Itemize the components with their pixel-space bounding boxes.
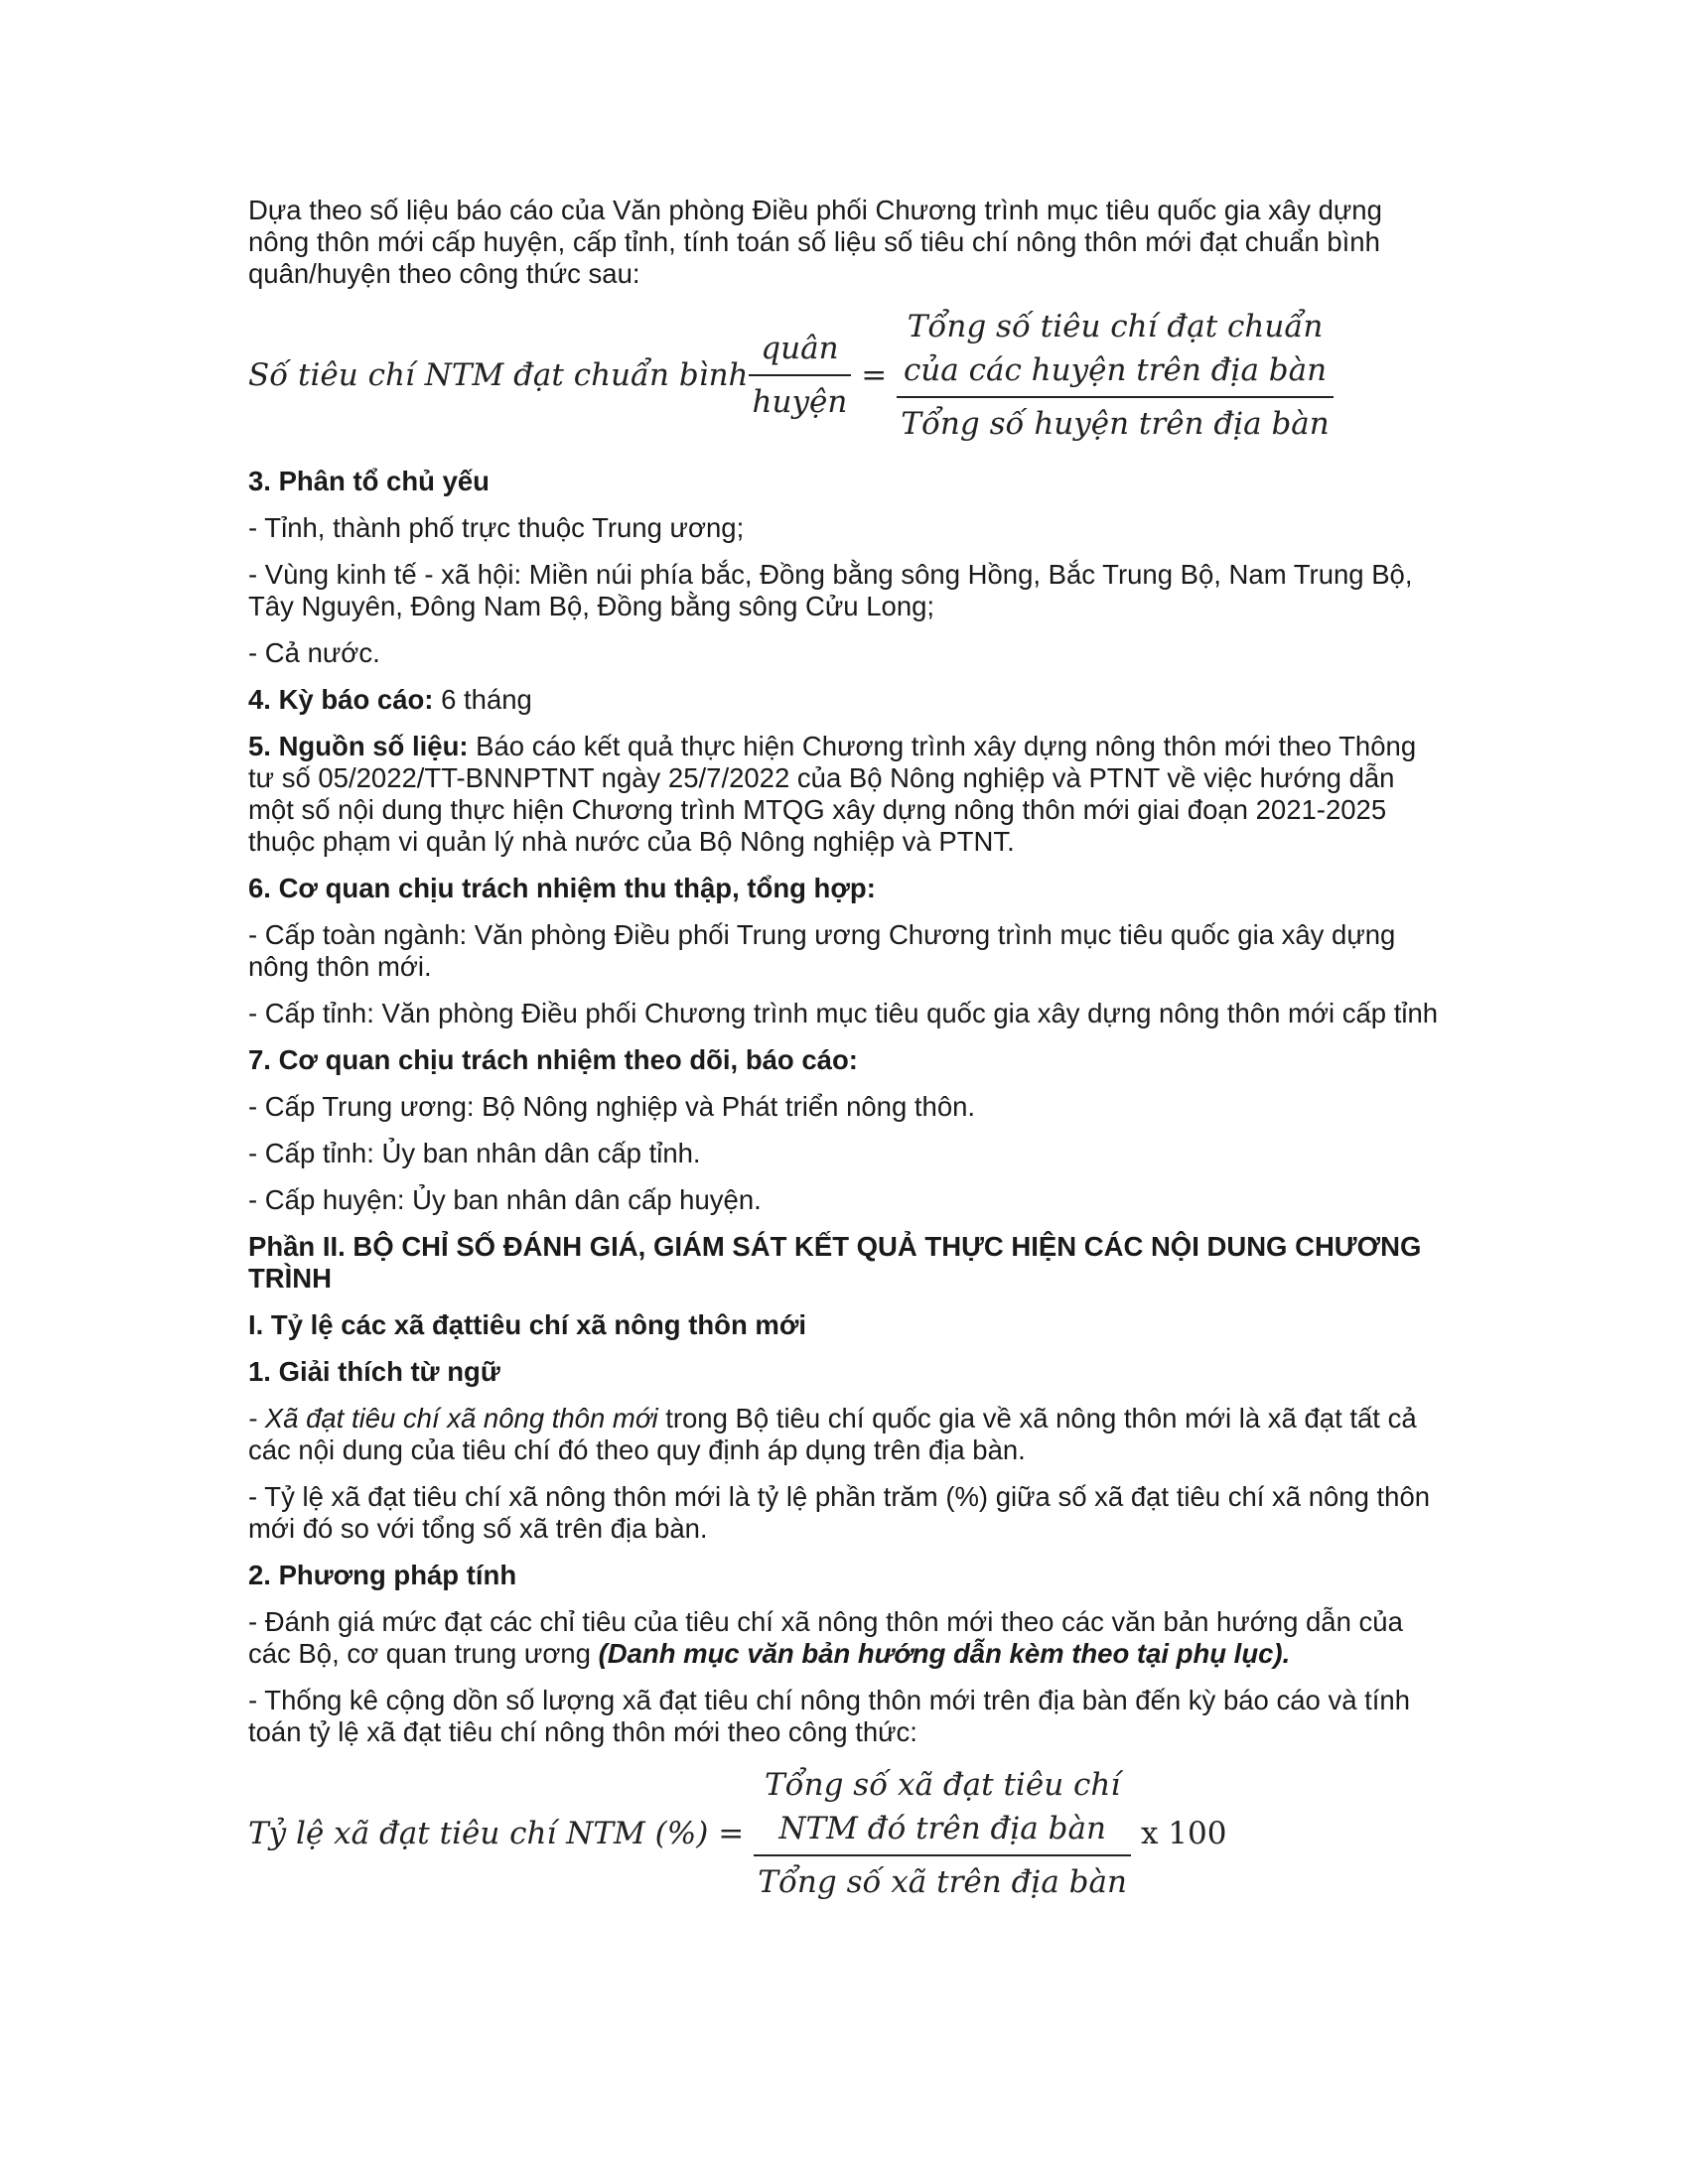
formula2-fraction: [754, 1763, 1131, 1904]
section-3-heading: 3. Phân tổ chủ yếu: [248, 466, 490, 496]
section-6-item: - Cấp toàn ngành: Văn phòng Điều phối Trung ương Chương trình mục tiêu quốc gia xây dựng nông thôn mới.: [248, 919, 1396, 982]
method-1-bold: (Danh mục văn bản hướng dẫn kèm theo tại phụ lục).: [598, 1638, 1291, 1669]
section-6-heading: 6. Cơ quan chịu trách nhiệm thu thập, tổng hợp:: [248, 873, 876, 903]
formula1-num-line1: Tổng số tiêu chí đạt chuẩn: [907, 309, 1324, 344]
section-4-text: 6 tháng: [433, 684, 532, 715]
formula2-num-line2: NTM đó trên địa bàn: [778, 1811, 1106, 1846]
formula2-lhs: Tỷ lệ xã đạt tiêu chí NTM (%): [248, 1816, 709, 1851]
formula2-num-line1: Tổng số xã đạt tiêu chí: [764, 1767, 1121, 1803]
section-3-item: - Vùng kinh tế - xã hội: Miền núi phía bắc, Đồng bằng sông Hồng, Bắc Trung Bộ, Nam Trung Bộ, Tây Nguyên, Đông Nam Bộ, Đồng bằng sông Cửu Long;: [248, 559, 1413, 621]
part-2-heading: Phần II. BỘ CHỈ SỐ ĐÁNH GIÁ, GIÁM SÁT KẾT QUẢ THỰC HIỆN CÁC NỘI DUNG CHƯƠNG TRÌNH: [248, 1231, 1422, 1294]
formula1-lhs: Số tiêu chí NTM đạt chuẩn bình: [248, 357, 749, 393]
term-1-rest: trong Bộ tiêu chí quốc gia về xã nông thôn mới là xã đạt tất cả các nội dung của tiêu chí đó theo quy định áp dụng trên địa bàn.: [248, 1403, 1417, 1465]
formula1-lhs-denominator: huyện: [749, 374, 852, 424]
section-5-label: 5. Nguồn số liệu:: [248, 731, 469, 761]
section-7-item: - Cấp huyện: Ủy ban nhân dân cấp huyện.: [248, 1184, 762, 1215]
section-3-item: - Cả nước.: [248, 637, 380, 668]
formula1-rhs-denominator: Tổng số huyện trên địa bàn: [897, 396, 1333, 446]
formula1-num-line2: của các huyện trên địa bàn: [903, 352, 1328, 388]
method-1: [248, 1606, 1440, 1670]
section-4: [248, 684, 1440, 716]
section-5-text: Báo cáo kết quả thực hiện Chương trình xây dựng nông thôn mới theo Thông tư số 05/2022/TT-BNNPTNT ngày 25/7/2022 của Bộ Nông nghiệp và PTNT về việc hướng dẫn một số nội dung thực hiện Chương trình MTQG xây dựng nông thôn mới giai đoạn 2021-2025 thuộc phạm vi quản lý nhà nước của Bộ Nông nghiệp và PTNT.: [248, 731, 1417, 857]
term-1: [248, 1403, 1440, 1466]
terms-heading: 1. Giải thích từ ngữ: [248, 1356, 500, 1387]
method-heading: 2. Phương pháp tính: [248, 1560, 517, 1590]
formula2-equals: =: [718, 1816, 745, 1851]
formula1-equals: =: [861, 357, 888, 393]
intro-paragraph: Dựa theo số liệu báo cáo của Văn phòng Điều phối Chương trình mục tiêu quốc gia xây dựng nông thôn mới cấp huyện, cấp tỉnh, tính toán số liệu số tiêu chí nông thôn mới đạt chuẩn bình quân/huyện theo công thức sau:: [248, 195, 1382, 289]
section-3-item: - Tỉnh, thành phố trực thuộc Trung ương;: [248, 512, 745, 543]
section-7-item: - Cấp Trung ương: Bộ Nông nghiệp và Phát triển nông thôn.: [248, 1091, 976, 1122]
formula1-lhs-numerator: quân: [761, 331, 839, 366]
section-7-heading: 7. Cơ quan chịu trách nhiệm theo dõi, báo cáo:: [248, 1044, 858, 1075]
formula1-lhs-fraction: [749, 327, 852, 424]
term-2: - Tỷ lệ xã đạt tiêu chí xã nông thôn mới là tỷ lệ phần trăm (%) giữa số xã đạt tiêu chí xã nông thôn mới đó so với tổng số xã trên địa bàn.: [248, 1481, 1431, 1544]
document-page: [248, 195, 1440, 1904]
term-1-italic: - Xã đạt tiêu chí xã nông thôn mới: [248, 1403, 658, 1433]
formula-criteria-average: [248, 305, 1440, 446]
section-5: [248, 731, 1440, 858]
formula2-multiplier: x 100: [1140, 1816, 1227, 1851]
section-6-item: - Cấp tỉnh: Văn phòng Điều phối Chương trình mục tiêu quốc gia xây dựng nông thôn mới cấp tỉnh: [248, 998, 1439, 1028]
section-7-item: - Cấp tỉnh: Ủy ban nhân dân cấp tỉnh.: [248, 1138, 701, 1168]
method-2: - Thống kê cộng dồn số lượng xã đạt tiêu chí nông thôn mới trên địa bàn đến kỳ báo cáo và tính toán tỷ lệ xã đạt tiêu chí nông thôn mới theo công thức:: [248, 1685, 1410, 1747]
formula2-denominator: Tổng số xã trên địa bàn: [754, 1854, 1131, 1904]
method-1-text: - Đánh giá mức đạt các chỉ tiêu của tiêu chí xã nông thôn mới theo các văn bản hướng dẫn của các Bộ, cơ quan trung ương: [248, 1606, 1403, 1669]
formula-commune-rate: [248, 1763, 1440, 1904]
formula2-numerator: [761, 1763, 1124, 1854]
part-2-subheading: I. Tỷ lệ các xã đạttiêu chí xã nông thôn mới: [248, 1309, 807, 1340]
formula1-rhs-fraction: [897, 305, 1333, 446]
formula1-rhs-numerator: [900, 305, 1331, 396]
section-4-label: 4. Kỳ báo cáo:: [248, 684, 434, 715]
